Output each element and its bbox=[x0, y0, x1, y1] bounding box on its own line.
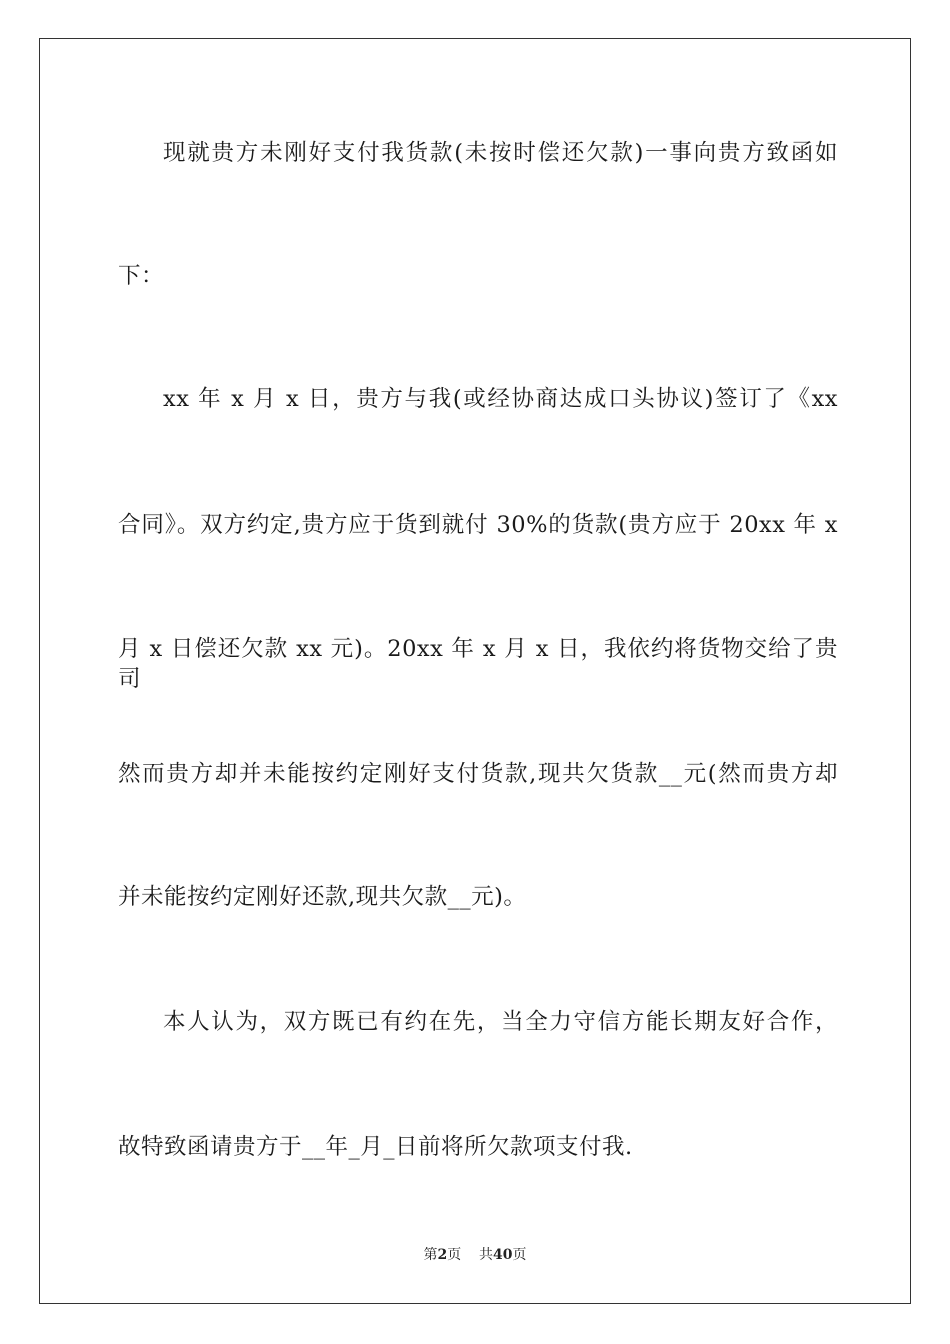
paragraph-line-6: 然而贵方却并未能按约定刚好支付货款,现共欠货款__元(然而贵方却 bbox=[118, 761, 838, 787]
footer-page-suffix: 页 bbox=[447, 1247, 462, 1263]
paragraph-line-8: 本人认为，双方既已有约在先，当全力守信方能长期友好合作， bbox=[163, 1009, 838, 1035]
paragraph-line-5: 月 x 日偿还欠款 xx 元)。20xx 年 x 月 x 日，我依约将货物交给了贵司 bbox=[118, 636, 838, 692]
footer-total-prefix: 共 bbox=[479, 1247, 494, 1263]
paragraph-line-4: 合同》。双方约定,贵方应于货到就付 30%的货款(贵方应于 20xx 年 x bbox=[118, 512, 838, 538]
footer-page-number: 2 bbox=[437, 1247, 448, 1263]
paragraph-line-2: 下： bbox=[118, 263, 165, 289]
paragraph-line-7: 并未能按约定刚好还款,现共欠款__元)。 bbox=[118, 884, 527, 910]
footer-page-prefix: 第 bbox=[423, 1247, 438, 1263]
footer-total-suffix: 页 bbox=[512, 1247, 527, 1263]
page-footer bbox=[0, 1246, 950, 1264]
paragraph-line-9: 故特致函请贵方于__年_月_日前将所欠款项支付我. bbox=[118, 1134, 633, 1160]
footer-total-pages: 40 bbox=[493, 1247, 513, 1263]
paragraph-line-3: xx 年 x 月 x 日，贵方与我(或经协商达成口头协议)签订了《xx bbox=[163, 386, 838, 412]
paragraph-line-1: 现就贵方未刚好支付我货款(未按时偿还欠款)一事向贵方致函如 bbox=[163, 140, 838, 166]
